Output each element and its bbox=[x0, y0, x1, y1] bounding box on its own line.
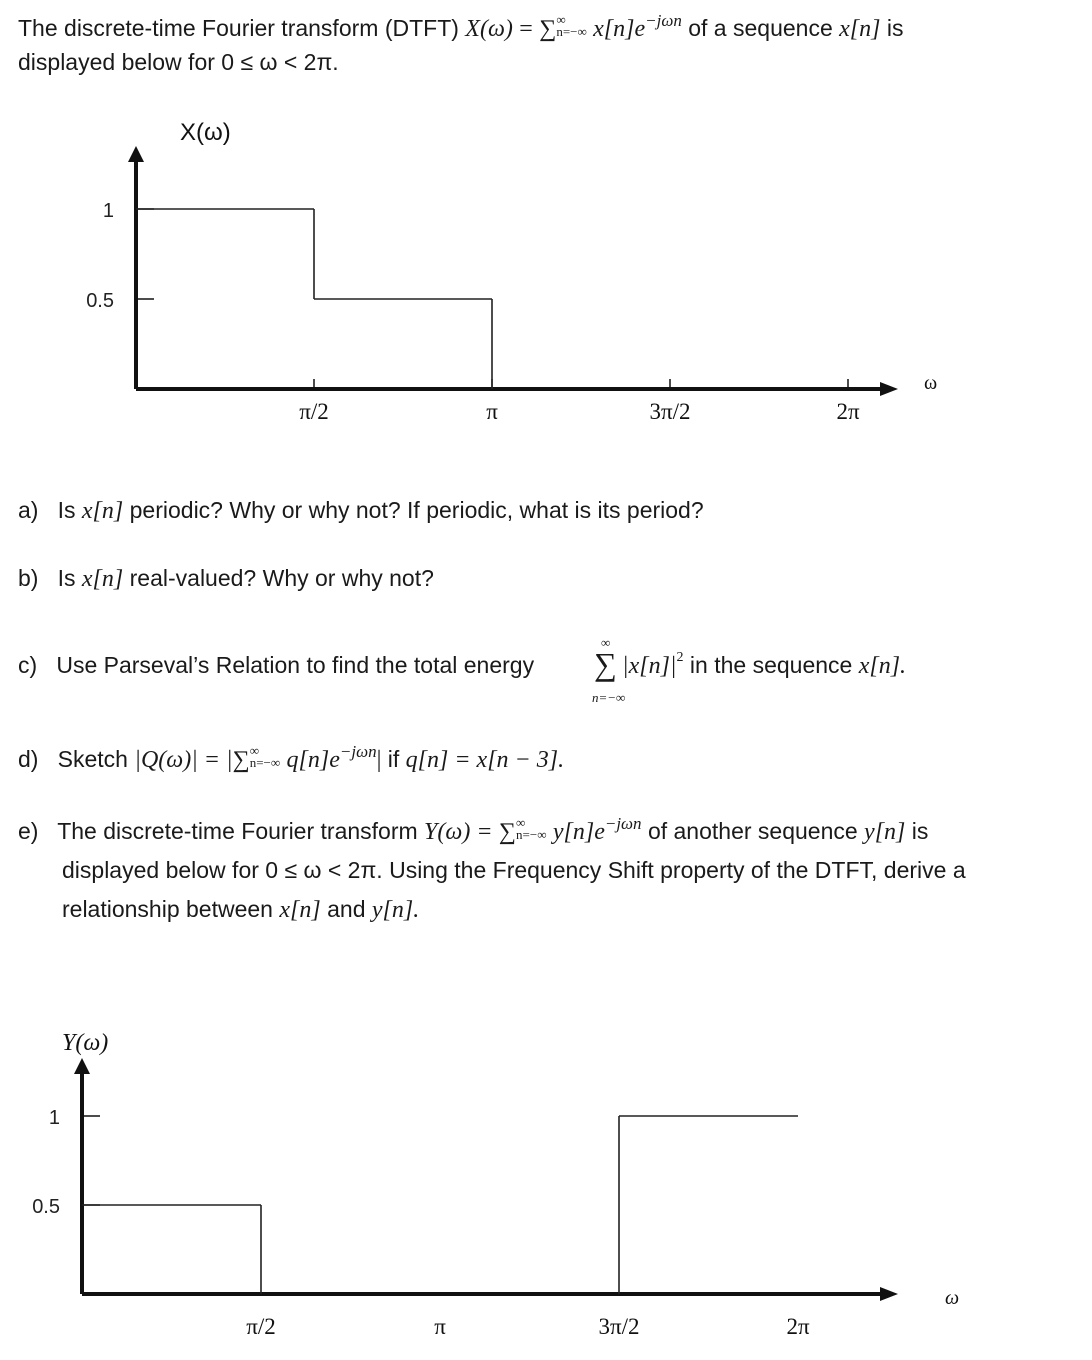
question-d-q: |Q(ω)| = | bbox=[134, 747, 233, 773]
intro-equals: = bbox=[519, 16, 533, 42]
chart-y-x-label: ω bbox=[945, 1287, 960, 1309]
intro-sum-lower: n=−∞ bbox=[556, 23, 587, 39]
question-e-is: is bbox=[911, 818, 929, 844]
intro-is: is bbox=[886, 15, 904, 41]
question-b-text: real-valued? Why or why not? bbox=[129, 565, 434, 591]
question-e-yn2: y[n]. bbox=[371, 897, 420, 923]
question-c-square: 2 bbox=[676, 650, 684, 665]
question-e-letter: e) bbox=[18, 818, 39, 844]
chart-x-y-tick-label: 0.5 bbox=[86, 290, 114, 312]
chart-y-x-tick-label: π/2 bbox=[246, 1314, 276, 1339]
question-e-term: y[n]e bbox=[552, 819, 605, 845]
question-d-sum-upper: ∞ bbox=[249, 742, 259, 758]
question-e-line3-pre: relationship between bbox=[62, 896, 273, 922]
chart-y-x-tick-label: 3π/2 bbox=[598, 1314, 640, 1339]
question-d-exponent: −jωn bbox=[339, 742, 377, 761]
question-c-pre: Use Parseval’s Relation to find the total energy bbox=[56, 652, 535, 678]
intro-sum-upper: ∞ bbox=[556, 11, 566, 27]
intro-xn: x[n] bbox=[839, 16, 881, 42]
chart-y-x-axis-arrow bbox=[880, 1287, 898, 1301]
question-e-and: and bbox=[327, 896, 366, 922]
question-e-sum-upper: ∞ bbox=[516, 814, 526, 830]
question-a-text: periodic? Why or why not? If periodic, what is its period? bbox=[129, 497, 704, 523]
chart-x-x-label: ω bbox=[924, 372, 938, 394]
question-e-line-2: displayed below for 0 ≤ ω < 2π. Using the Frequency Shift property of the DTFT, derive a bbox=[62, 857, 966, 883]
chart-x-x-tick-label: 2π bbox=[836, 399, 860, 424]
question-e-sum-symbol: ∑ bbox=[498, 819, 517, 845]
chart-x-x-tick-label: 3π/2 bbox=[649, 399, 691, 424]
chart-y-title: Y(ω) bbox=[62, 1030, 109, 1056]
chart-y-x-tick-label: π bbox=[434, 1314, 446, 1339]
question-d-letter: d) bbox=[18, 746, 39, 772]
question-d-sum-symbol: ∑ bbox=[232, 747, 250, 773]
question-e-sum-lower: n=−∞ bbox=[516, 826, 547, 842]
chart-y-y-tick-label: 1 bbox=[48, 1107, 60, 1129]
chart-x-y-tick-label: 1 bbox=[102, 200, 114, 222]
question-d-pre: Sketch bbox=[57, 746, 128, 772]
question-c-xn: x[n]. bbox=[858, 653, 907, 679]
question-c-sum-lower: n=−∞ bbox=[592, 690, 626, 705]
intro-text: The discrete-time Fourier transform (DTFT) bbox=[18, 15, 459, 41]
question-c-letter: c) bbox=[18, 652, 38, 678]
question-a-xn: x[n] bbox=[81, 498, 124, 524]
question-b-pre: Is bbox=[57, 565, 76, 591]
chart-x-x-tick-label: π/2 bbox=[299, 399, 329, 424]
chart-y-x-tick-label: 2π bbox=[786, 1314, 810, 1339]
question-a-letter: a) bbox=[18, 497, 39, 523]
question-c-post: in the sequence bbox=[689, 652, 853, 678]
question-d-relation: q[n] = x[n − 3]. bbox=[405, 747, 565, 773]
question-d-close: | bbox=[376, 747, 382, 773]
question-d-mid: if bbox=[387, 746, 400, 772]
intro-x-of-omega: X(ω) bbox=[465, 16, 513, 42]
intro-exponent: −jωn bbox=[645, 11, 682, 30]
intro-post: of a sequence bbox=[688, 15, 833, 41]
chart-y-y-tick-label: 0.5 bbox=[32, 1196, 60, 1218]
question-a-pre: Is bbox=[57, 497, 76, 523]
question-c-sum-upper: ∞ bbox=[601, 635, 611, 650]
question-e-exponent: −jωn bbox=[604, 814, 642, 833]
question-c-sum-symbol: ∑ bbox=[594, 646, 617, 682]
question-d-sum-lower: n=−∞ bbox=[249, 754, 281, 770]
question-d-term: q[n]e bbox=[286, 747, 340, 773]
chart-x-title: X(ω) bbox=[180, 119, 231, 146]
question-b-letter: b) bbox=[18, 565, 39, 591]
question-c-abs: |x[n]| bbox=[622, 653, 677, 679]
question-e-pre: The discrete-time Fourier transform bbox=[57, 818, 418, 844]
question-e-y: Y(ω) = bbox=[424, 819, 493, 845]
question-e-yn: y[n] bbox=[864, 819, 906, 845]
chart-y-y-axis-arrow bbox=[74, 1058, 90, 1074]
question-e-xn: x[n] bbox=[279, 897, 321, 923]
chart-x-x-tick-label: π bbox=[486, 399, 498, 424]
question-e-post: of another sequence bbox=[647, 818, 858, 844]
intro-sum-symbol: ∑ bbox=[539, 16, 557, 42]
intro-line-2: displayed below for 0 ≤ ω < 2π. bbox=[18, 49, 339, 75]
question-b-xn: x[n] bbox=[81, 566, 124, 592]
intro-term: x[n]e bbox=[593, 16, 646, 42]
